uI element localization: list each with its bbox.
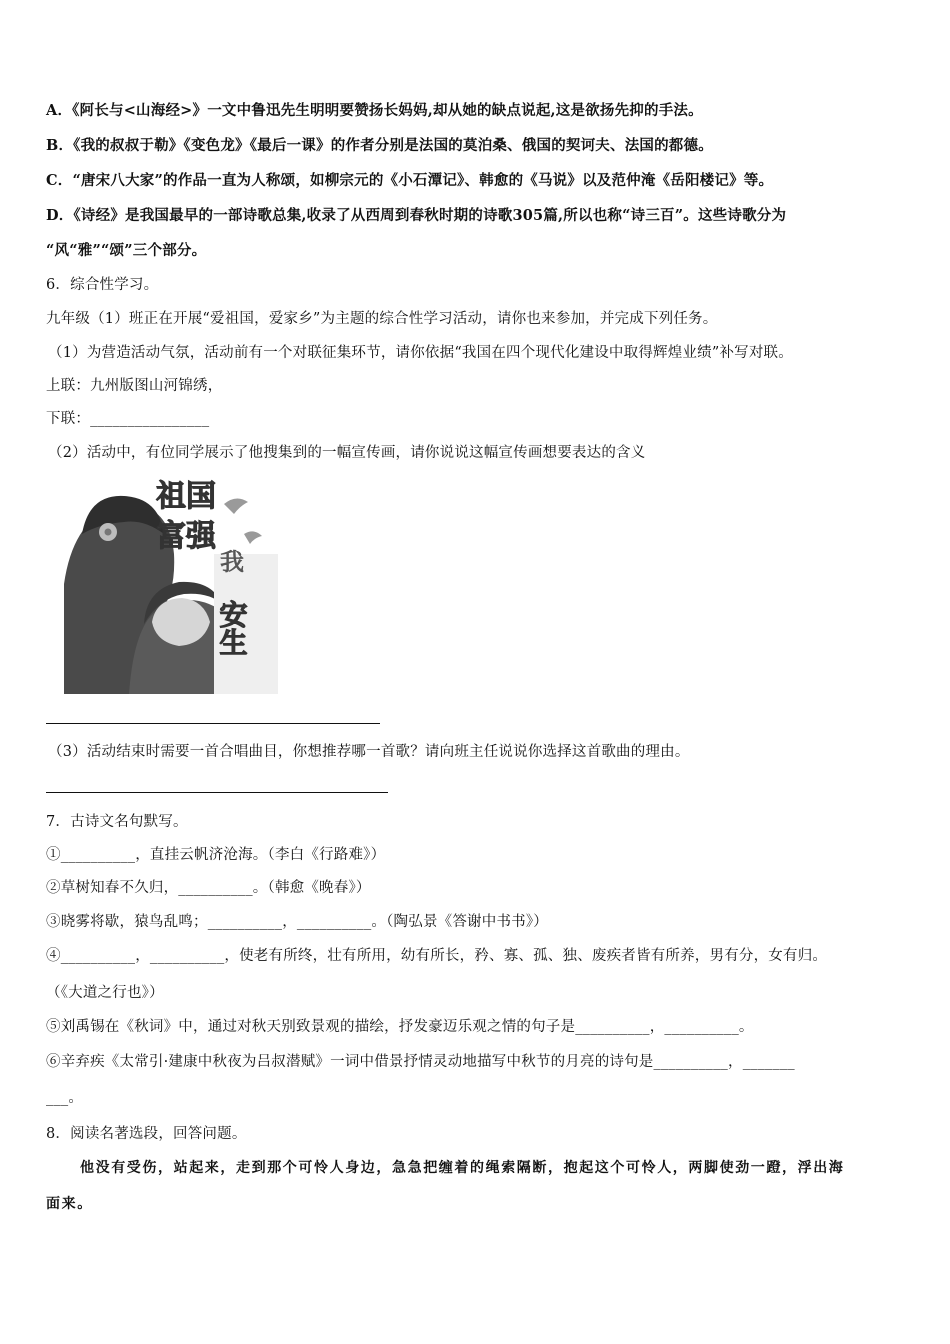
poster-text-2: 富强 xyxy=(156,519,216,554)
q7-item-4-source: （《大道之行也》） xyxy=(46,985,164,1001)
answer-line-3[interactable] xyxy=(46,792,388,793)
propaganda-poster-image xyxy=(64,474,278,694)
q8-title: 8．阅读名著选段，回答问题。 xyxy=(46,1126,247,1142)
q7-item-2: ②草树知春不久归，__________。（韩愈《晚春》） xyxy=(46,880,371,896)
answer-line-2[interactable] xyxy=(46,723,380,724)
option-c: C．“唐宋八大家”的作品一直为人称颂，如柳宗元的《小石潭记》、韩愈的《马说》以及范仲淹《岳阳楼记》等。 xyxy=(46,172,774,189)
q7-item-6: ⑥辛弃疾《太常引·建康中秋夜为吕叔潜赋》一词中借景抒情灵动地描写中秋节的月亮的诗句是__________，_______ xyxy=(46,1054,795,1070)
option-d: D．《诗经》是我国最早的一部诗歌总集,收录了从西周到春秋时期的诗歌305篇,所以也称“诗三百”。这些诗歌分为 xyxy=(46,207,787,224)
q8-passage-line-1: 他没有受伤，站起来，走到那个可怜人身边，急急把缠着的绳索隔断，抱起这个可怜人，两脚使劲一蹬，浮出海 xyxy=(80,1160,845,1176)
q7-item-3: ③晓雾将歇，猿鸟乱鸣；__________，__________。（陶弘景《答谢中书书》） xyxy=(46,914,548,930)
option-a: A．《阿长与<山海经>》一文中鲁迅先生明明要赞扬长妈妈,却从她的缺点说起,这是欲扬先抑的手法。 xyxy=(46,102,703,119)
poster-text-4: 安生 xyxy=(215,600,249,656)
option-d-cont: “风“雅”“颂”三个部分。 xyxy=(46,242,207,259)
q7-item-4: ④__________，__________，使老有所终，壮有所用，幼有所长，矜、寡、孤、独、废疾者皆有所养，男有分，女有归。 xyxy=(46,948,828,964)
poster-text-1: 祖国 xyxy=(156,479,216,514)
q7-item-5: ⑤刘禹锡在《秋词》中，通过对秋天别致景观的描绘，抒发豪迈乐观之情的句子是__________，__________。 xyxy=(46,1019,754,1035)
poster-text-3: 我 xyxy=(220,548,244,576)
couplet-lower: 下联：________________ xyxy=(46,411,210,427)
q7-item-6-cont: ___。 xyxy=(46,1090,84,1106)
q6-sub2: （2）活动中，有位同学展示了他搜集到的一幅宣传画，请你说说这幅宣传画想要表达的含义 xyxy=(48,445,646,461)
q8-passage-line-2: 面来。 xyxy=(46,1196,93,1212)
q7-item-1: ①__________，直挂云帆济沧海。（李白《行路难》） xyxy=(46,847,386,863)
q6-sub1: （1）为营造活动气氛，活动前有一个对联征集环节，请你依据“我国在四个现代化建设中取得辉煌业绩”补写对联。 xyxy=(48,345,793,361)
q6-title: 6．综合性学习。 xyxy=(46,277,159,293)
q6-sub3: （3）活动结束时需要一首合唱曲目，你想推荐哪一首歌？请向班主任说说你选择这首歌曲的理由。 xyxy=(48,744,690,760)
option-b: B．《我的叔叔于勒》《变色龙》《最后一课》的作者分别是法国的莫泊桑、俄国的契诃夫、法国的都德。 xyxy=(46,137,713,154)
q7-title: 7．古诗文名句默写。 xyxy=(46,814,188,830)
q6-intro: 九年级（1）班正在开展“爱祖国，爱家乡”为主题的综合性学习活动，请你也来参加，并完成下列任务。 xyxy=(46,311,718,327)
couplet-upper: 上联：九州版图山河锦绣， xyxy=(46,378,223,394)
